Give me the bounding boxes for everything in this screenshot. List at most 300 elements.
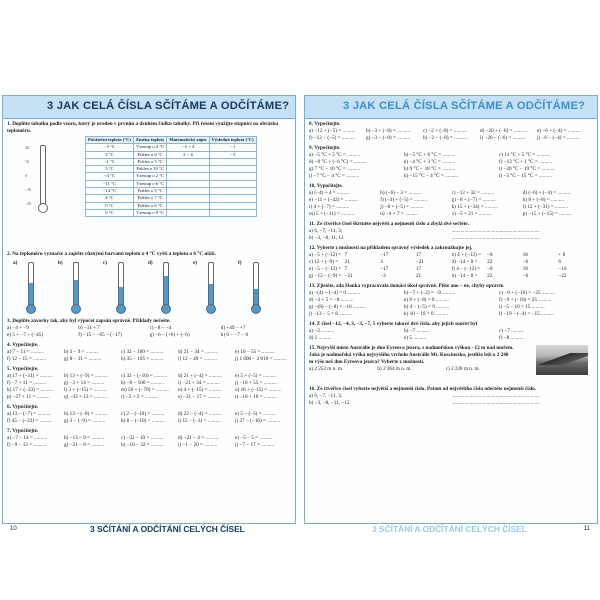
exercise-item[interactable]: k) 15 + (−34) = .......... bbox=[451, 204, 498, 210]
exercise-item[interactable]: a) −(4) + (−4) = 0 .......... bbox=[309, 290, 361, 296]
exercise-item[interactable]: i) −5 − 10 = 15 .......... bbox=[499, 304, 545, 310]
left-page-footer bbox=[8, 524, 292, 534]
exercise-row bbox=[309, 393, 594, 400]
exercise-item[interactable]: d) −20 + (−6) = .......... bbox=[480, 128, 527, 134]
task-12 bbox=[309, 245, 594, 280]
exercise-item[interactable]: j) 27 − (−16) = .......... bbox=[235, 418, 281, 424]
table-cell[interactable] bbox=[209, 209, 256, 216]
exercise-item[interactable]: −21 bbox=[415, 259, 424, 265]
table-cell: −3 bbox=[209, 151, 256, 158]
exercise-item[interactable]: d) −14 + 8 = bbox=[451, 259, 478, 265]
exercise-item[interactable]: −8 bbox=[487, 266, 493, 272]
task-9 bbox=[309, 145, 594, 180]
table-cell: Vzestup o 4 °C bbox=[133, 144, 166, 151]
table-cell: 3 − 6 bbox=[167, 151, 209, 158]
exercise-item[interactable]: m) 5 + (−11) = .......... bbox=[309, 211, 355, 217]
footer-title: 3 SČÍTÁNÍ A ODČÍTÁNÍ CELÝCH ČÍSEL bbox=[372, 524, 527, 534]
exercise-item[interactable]: i) −21 + 34 = .......... bbox=[178, 380, 220, 386]
table-cell: −5 °C bbox=[86, 144, 134, 151]
exercise-item[interactable]: h) 9 °C − 18 °C = .......... bbox=[404, 166, 456, 172]
page-number: 10 bbox=[10, 526, 17, 532]
task-3 bbox=[7, 318, 292, 339]
task-number: 9. bbox=[309, 145, 313, 151]
exercise-item[interactable]: f) (−3) + (−5) = .......... bbox=[380, 197, 427, 203]
exercise-item: g) −6 − (+6) + (−6) bbox=[149, 332, 190, 338]
exercise-item[interactable]: a) (−4) + 4 = .......... bbox=[309, 190, 350, 196]
exercise-item[interactable]: b) 13 + (−9) = .......... bbox=[64, 373, 108, 379]
column-header: Počáteční teplota (°C) bbox=[86, 137, 134, 144]
exercise-item[interactable]: .................................................................... bbox=[451, 393, 540, 399]
exercise-row bbox=[309, 159, 594, 166]
exercise-row bbox=[7, 349, 292, 356]
exercise-item[interactable]: d) 21 − 34 = .......... bbox=[178, 349, 219, 355]
exercise-item[interactable]: a) 7 − 11 = .......... bbox=[7, 349, 44, 355]
table-row bbox=[86, 188, 257, 195]
thermometer[interactable] bbox=[58, 260, 82, 312]
exercise-item[interactable]: b) 4 + (−12) = bbox=[451, 252, 482, 258]
task-number: 16. bbox=[309, 386, 316, 392]
task-1 bbox=[7, 121, 292, 248]
exercise-item[interactable]: i) 4 + (−7) = .......... bbox=[309, 204, 350, 210]
exercise-item[interactable]: k) 10 − 10 = 0 .......... bbox=[404, 311, 448, 317]
task-text: Vypočítejte. bbox=[12, 342, 39, 348]
exercise-item[interactable]: 6 bbox=[558, 259, 561, 265]
exercise-item[interactable]: g) −31 − 8 = .......... bbox=[64, 442, 105, 448]
table-cell: 0 °C bbox=[86, 202, 134, 209]
exercise-item[interactable]: b) 3 − 9 = .......... bbox=[64, 349, 99, 355]
right-page-title: 3 JAK CELÁ ČÍSLA SČÍTÁME A ODČÍTÁME? bbox=[343, 100, 586, 112]
exercise-item[interactable]: h) −2 − (−8) = .......... bbox=[423, 135, 468, 141]
exercise-item[interactable]: m) 56 + (−70) = .......... bbox=[121, 387, 169, 393]
exercise-item[interactable]: e) −6 + (−4) = .......... bbox=[537, 128, 581, 134]
table-cell: Pokles o 6 °C bbox=[133, 151, 166, 158]
thermometer-row bbox=[7, 258, 292, 313]
task-text: Vyberte z možností na příkladem správný výsledek a zakroužkujte jej. bbox=[316, 245, 473, 251]
exercise-item[interactable]: n) 4 + (−15) = .......... bbox=[178, 387, 222, 393]
table-cell: Pokles o 5 °C bbox=[133, 188, 166, 195]
table-cell: −1 °C bbox=[86, 158, 134, 165]
exercise-item[interactable]: b) −13 − 9 = .......... bbox=[64, 435, 105, 441]
exercise-item[interactable]: a) 17 + (−11) = .......... bbox=[7, 373, 53, 379]
exercise-item[interactable]: l) −3 °C − 15 °C = .......... bbox=[499, 173, 552, 179]
table-cell[interactable] bbox=[209, 188, 256, 195]
exercise-item[interactable]: 3 bbox=[380, 259, 383, 265]
exercise-item[interactable]: a) 6, −7, −11, 3; bbox=[309, 228, 343, 234]
table-row bbox=[86, 173, 257, 180]
lake-photo bbox=[536, 345, 588, 375]
exercise-item[interactable]: h) −14 − 8 = bbox=[451, 273, 478, 279]
exercise-item[interactable]: j) −10 + 55 = .......... bbox=[235, 380, 277, 386]
task-text: Vypočítejte. bbox=[12, 428, 39, 434]
scale-label: 10 bbox=[25, 160, 29, 164]
exercise-item[interactable]: j) 1 000 − 2 010 = .......... bbox=[235, 356, 287, 362]
exercise-item[interactable]: a) −12 + (−5) = .......... bbox=[309, 128, 356, 134]
table-cell[interactable] bbox=[167, 188, 209, 195]
exercise-item[interactable]: p) −27 + 11 = .......... bbox=[7, 394, 50, 400]
task-number: 3. bbox=[7, 318, 11, 324]
exercise-item[interactable]: f) 45 − (−23) = .......... bbox=[7, 418, 53, 424]
table-cell[interactable] bbox=[167, 209, 209, 216]
exercise-item[interactable]: c) 32 − (−10) = .......... bbox=[121, 373, 168, 379]
table-cell: Vzestup o 2 °C bbox=[133, 173, 166, 180]
exercise-item[interactable]: g) 3 − (−9) = .......... bbox=[64, 418, 106, 424]
task-text: Vypočítejte. bbox=[12, 404, 39, 410]
exercise-item[interactable]: e) 5 + (−5) = .......... bbox=[235, 373, 276, 379]
exercise-item[interactable]: e) 5 − (−5) = .......... bbox=[235, 411, 276, 417]
right-content bbox=[309, 121, 594, 521]
exercise-item[interactable]: b) −5 °C + 6 °C = .......... bbox=[404, 152, 456, 158]
table-row bbox=[86, 166, 257, 173]
exercise-item[interactable]: g) 7 °C − 10 °C = .......... bbox=[309, 166, 361, 172]
table-cell: −5 + 4 bbox=[167, 144, 209, 151]
exercise-item[interactable]: a) 13 − (−7) = .......... bbox=[7, 411, 51, 417]
exercise-item[interactable]: e) 10 − 55 = .......... bbox=[235, 349, 275, 355]
table-row bbox=[86, 209, 257, 216]
exercise-item[interactable]: 17 bbox=[415, 252, 422, 258]
thermometer[interactable] bbox=[103, 260, 127, 312]
exercise-row bbox=[309, 152, 594, 159]
table-cell: Vzestup o 6 °C bbox=[133, 180, 166, 187]
exercise-item[interactable]: f) −9 + (−16) = 25 .......... bbox=[499, 297, 552, 303]
table-cell: Vzestup o 8 °C bbox=[133, 209, 166, 216]
thermometer[interactable] bbox=[238, 260, 262, 312]
scale-label: −10 bbox=[25, 188, 31, 192]
exercise-item[interactable]: c) 32 − 100 = .......... bbox=[121, 349, 164, 355]
exercise-item[interactable]: −21 bbox=[344, 273, 353, 279]
exercise-item[interactable]: t) −10 + 10 = .......... bbox=[235, 394, 277, 400]
table-row bbox=[86, 180, 257, 187]
left-page-frame bbox=[2, 95, 296, 524]
exercise-item[interactable]: h) 8 + (−8) = .......... bbox=[522, 197, 564, 203]
exercise-row bbox=[309, 311, 594, 318]
exercise-item[interactable]: j) −6 − (−4) = .......... bbox=[537, 135, 580, 141]
task-15 bbox=[309, 345, 594, 383]
exercise-row bbox=[7, 435, 292, 442]
table-row bbox=[86, 195, 257, 202]
task-text: Vypočítejte. bbox=[316, 183, 343, 189]
task-text: Na teploměru vyznačte a zapište různými barvami teplotu o 4 °C vyšší a teplotu o 6 °C nižší. bbox=[12, 251, 216, 257]
exercise-item[interactable]: g) −8 + (−7) = .......... bbox=[451, 197, 496, 203]
exercise-item[interactable]: i) 15 − (−3) = .......... bbox=[178, 418, 221, 424]
exercise-row bbox=[309, 297, 594, 304]
exercise-item[interactable]: h) 8 − (−10) = .......... bbox=[121, 418, 165, 424]
thermometer-label: f) bbox=[238, 260, 242, 266]
table-cell[interactable] bbox=[167, 202, 209, 209]
column-header: Výsledná teplota (°C) bbox=[209, 137, 256, 144]
exercise-item[interactable]: g) 8 − 31 = .......... bbox=[64, 356, 102, 362]
exercise-item[interactable]: c) −7 .......... bbox=[499, 328, 525, 334]
table-cell: −1 bbox=[209, 144, 256, 151]
task-text: Ze čtveřice čísel škrtněte největší a nejmenší číslo a zbylá dvě sečtěte. bbox=[316, 221, 469, 227]
table-cell[interactable] bbox=[209, 166, 256, 173]
exercise-item[interactable]: e) 8 + (−8) = 0 .......... bbox=[404, 297, 449, 303]
exercise-item[interactable]: j) −7 °C − 4 °C = .......... bbox=[309, 173, 360, 179]
exercise-item[interactable]: −8 bbox=[487, 252, 493, 258]
exercise-item: b) −11 + 7 bbox=[78, 325, 100, 331]
exercise-item[interactable]: + 8 bbox=[558, 252, 566, 258]
task-text: Vypočítejte. bbox=[12, 366, 39, 372]
exercise-item[interactable]: −22 bbox=[558, 273, 567, 279]
right-page-footer bbox=[308, 524, 592, 534]
exercise-item[interactable]: b) −7 .......... bbox=[404, 328, 430, 334]
table-row bbox=[86, 158, 257, 165]
exercise-item[interactable]: 17 bbox=[415, 266, 422, 272]
exercise-item[interactable]: k) 17 + (−23) = .......... bbox=[7, 387, 54, 393]
table-cell[interactable] bbox=[209, 202, 256, 209]
table-cell[interactable] bbox=[167, 195, 209, 202]
exercise-item[interactable]: h) −10 − 32 = .......... bbox=[121, 442, 164, 448]
task-text: Zjistěte, zda Hanka vypracovala domácí úkol správně. Pište ano – ne, chyby opravte. bbox=[316, 283, 505, 289]
exercise-row bbox=[309, 228, 594, 235]
task-number: 8. bbox=[309, 121, 313, 127]
exercise-item[interactable]: h) −8 − 100 = .......... bbox=[121, 380, 164, 386]
exercise-item[interactable]: c) 2 − (−10) = .......... bbox=[121, 411, 165, 417]
exercise-item[interactable]: c) −12 + 32 = .......... bbox=[451, 190, 495, 196]
exercise-item[interactable]: f) −7 + 11 = .......... bbox=[7, 380, 47, 386]
task-number: 14. bbox=[309, 321, 316, 327]
exercise-item[interactable]: e) −5 − 5 = .......... bbox=[235, 435, 273, 441]
thermometer[interactable] bbox=[148, 260, 172, 312]
table-header-row bbox=[86, 137, 257, 144]
exercise-item[interactable]: .................................................................... bbox=[451, 228, 540, 234]
exercise-row bbox=[7, 418, 292, 425]
exercise-item[interactable]: a) 6, −7, −11, 3; bbox=[309, 393, 343, 399]
exercise-item[interactable]: d) 22 − (−4) = .......... bbox=[178, 411, 222, 417]
exercise-item[interactable]: o) −5 + 21 = .......... bbox=[451, 211, 492, 217]
thermometer-illustration bbox=[25, 145, 49, 206]
exercise-item[interactable]: e) −5 − (−12) = bbox=[309, 266, 342, 272]
exercise-item[interactable]: 21 bbox=[415, 273, 422, 279]
exercise-item[interactable]: h) 35 − 105 = .......... bbox=[121, 356, 164, 362]
exercise-item[interactable]: c) −2 + (−8) = .......... bbox=[423, 128, 467, 134]
answer-option[interactable]: c) 2 228 m n. m. bbox=[445, 366, 480, 372]
table-cell: −11 °C bbox=[86, 180, 134, 187]
table-cell: Pokles o 6 °C bbox=[133, 202, 166, 209]
exercise-item[interactable]: s) −21 − 17 = .......... bbox=[178, 394, 221, 400]
exercise-row bbox=[309, 290, 594, 297]
exercise-item[interactable]: o) 16 + (−15) = .......... bbox=[235, 387, 282, 393]
exercise-row bbox=[309, 335, 594, 342]
exercise-item[interactable]: b) −7 + (−2) = −9 .......... bbox=[404, 290, 455, 296]
exercise-item[interactable]: g) −12 − (−9) = bbox=[309, 273, 342, 279]
exercise-item[interactable]: h) 4 − (−5) = 9 .......... bbox=[404, 304, 450, 310]
exercise-item[interactable]: f) −8 .......... bbox=[499, 335, 524, 341]
thermometer[interactable] bbox=[193, 260, 217, 312]
exercise-item[interactable]: g) −3 − (−8) = .......... bbox=[366, 135, 411, 141]
table-cell[interactable] bbox=[167, 180, 209, 187]
exercise-row bbox=[309, 173, 594, 180]
exercise-item[interactable]: 21 bbox=[344, 259, 350, 265]
exercise-item[interactable]: a) −5 °C + 5 °C = .......... bbox=[309, 152, 361, 158]
exercise-item[interactable]: e) −4 °C + 3 °C = .......... bbox=[404, 159, 456, 165]
right-page-header bbox=[305, 96, 597, 119]
exercise-item[interactable]: c) 11 °C + 5 °C = .......... bbox=[499, 152, 550, 158]
exercise-item[interactable]: f) −9 − 12 = .......... bbox=[7, 442, 47, 448]
exercise-item[interactable]: j) −8 + (−5) = .......... bbox=[380, 204, 424, 210]
exercise-row bbox=[7, 411, 292, 418]
exercise-item[interactable]: n) −4 + 7 = .......... bbox=[380, 211, 418, 217]
exercise-item[interactable]: 16 bbox=[522, 266, 528, 272]
exercise-row bbox=[309, 204, 594, 211]
exercise-item[interactable]: a) −7 − 14 = .......... bbox=[7, 435, 48, 441]
table-cell[interactable] bbox=[209, 158, 256, 165]
footer-title: 3 SČÍTÁNÍ A ODČÍTÁNÍ CELÝCH ČÍSEL bbox=[90, 524, 245, 534]
task-5 bbox=[7, 366, 292, 401]
scale-label: 0 bbox=[25, 174, 27, 178]
exercise-item[interactable]: b) −3, −8, 11, 12 bbox=[309, 235, 344, 241]
task-number: 12. bbox=[309, 245, 316, 251]
exercise-item: f) −15 − −65 − (−17) bbox=[78, 332, 122, 338]
exercise-item[interactable]: f) −12 − (−5) = .......... bbox=[309, 135, 355, 141]
exercise-item[interactable]: c) −32 − 10 = .......... bbox=[121, 435, 164, 441]
scale-label: 20 bbox=[25, 146, 29, 150]
thermometer-label: b) bbox=[58, 260, 63, 266]
table-cell: 0 °C bbox=[86, 209, 134, 216]
exercise-item[interactable]: l) 3 + (−15) = .......... bbox=[64, 387, 107, 393]
exercise-row bbox=[309, 328, 594, 335]
exercise-item[interactable]: −3 bbox=[380, 273, 386, 279]
exercise-row bbox=[309, 400, 594, 407]
task-10 bbox=[309, 183, 594, 218]
exercise-item: c) −8 − −4 bbox=[149, 325, 172, 331]
exercise-item[interactable]: b) (−6) − 3 = .......... bbox=[380, 190, 422, 196]
temperature-table bbox=[85, 136, 257, 217]
exercise-item[interactable]: j) −7 − 17 = .......... bbox=[235, 442, 275, 448]
exercise-item[interactable]: l) 12 + (−31) = .......... bbox=[522, 204, 568, 210]
task-6 bbox=[7, 404, 292, 425]
exercise-item[interactable]: −17 bbox=[380, 266, 389, 272]
task-text: Nejvyšší místo Austrálie je dno Eyreova jezera, s nadmořskou výškou −12 m nad mořem. Jaká je nadmořská výška nejvyššího vrcholu Austrálie Mt. Kosciuszko, jestliže leží o 2 240 m výše než dno Eyreova jezera? Vyberte z možností. bbox=[309, 345, 514, 365]
left-page-header bbox=[3, 96, 295, 119]
exercise-item[interactable]: e) −11 + (−42) = .......... bbox=[309, 197, 358, 203]
exercise-item[interactable]: 7 bbox=[344, 252, 348, 258]
exercise-item[interactable]: c) −9 + (−16) = −25 .......... bbox=[499, 290, 555, 296]
exercise-item[interactable]: d) 1 .......... bbox=[309, 335, 332, 341]
task-13 bbox=[309, 283, 594, 318]
exercise-item[interactable]: g) −3 + 14 = .......... bbox=[64, 380, 105, 386]
exercise-item[interactable]: i) 12 − 49 = .......... bbox=[178, 356, 217, 362]
table-cell[interactable] bbox=[167, 158, 209, 165]
exercise-item[interactable]: l) −19 − (−4) = −15 .......... bbox=[499, 311, 554, 317]
exercise-item[interactable]: 16 bbox=[522, 252, 528, 258]
task-number: 10. bbox=[309, 183, 316, 189]
task-2 bbox=[7, 251, 292, 315]
answer-option[interactable]: a) 2 252 m n. m. bbox=[309, 366, 344, 372]
left-page-title: 3 JAK CELÁ ČÍSLA SČÍTÁME A ODČÍTÁME? bbox=[47, 100, 290, 112]
exercise-row bbox=[309, 197, 594, 204]
left-page bbox=[0, 86, 300, 538]
exercise-item[interactable]: f) −12 °C + 1 °C = .......... bbox=[499, 159, 553, 165]
task-number: 6. bbox=[7, 404, 11, 410]
table-cell: 3 °C bbox=[86, 151, 134, 158]
exercise-item[interactable]: f) 12 − 15 = .......... bbox=[7, 356, 47, 362]
exercise-item[interactable]: d) −8 °C + (−6 °C) = .......... bbox=[309, 159, 367, 165]
exercise-item[interactable]: r) −2 + 2 = .......... bbox=[121, 394, 158, 400]
exercise-row bbox=[309, 266, 594, 273]
task-text: Z čísel −12, −4, 3, −3, −7, 5 vyberte takové dvě čísla, aby jejich součet byl bbox=[316, 321, 478, 327]
table-cell[interactable] bbox=[167, 173, 209, 180]
exercise-item[interactable]: g) −(8) − (−8) = −16 .......... bbox=[309, 304, 366, 310]
task-14 bbox=[309, 321, 594, 342]
table-cell: −14 °C bbox=[86, 188, 134, 195]
exercise-row bbox=[309, 135, 594, 142]
exercise-item[interactable]: p) −15 + (−15) = .......... bbox=[522, 211, 573, 217]
thermometer-label: c) bbox=[103, 260, 108, 266]
task-text: Doplňte závorky tak, aby byl výpočet zapsán správně. Příklady nečešte. bbox=[12, 318, 171, 324]
exercise-row bbox=[7, 387, 292, 394]
task-text: Doplňte tabulku podle vzoru, který je uveden v prvním a druhém řádku tabulky. Při řešení využijte stupnici na obrázku teploměru. bbox=[7, 121, 279, 134]
task-number: 11. bbox=[309, 221, 316, 227]
exercise-item[interactable]: b) 13 − (−8) = .......... bbox=[64, 411, 108, 417]
table-cell[interactable] bbox=[209, 173, 256, 180]
exercise-item[interactable]: d) (−6) + (−4) = .......... bbox=[522, 190, 571, 196]
exercise-row bbox=[309, 166, 594, 173]
exercise-item: h) 0 − −7 − 6 bbox=[220, 332, 249, 338]
exercise-item: e) 5 + −7 + (−45) bbox=[7, 332, 44, 338]
exercise-item[interactable]: j) −13 − 5 = 8 .......... bbox=[309, 311, 353, 317]
exercise-row bbox=[309, 190, 594, 197]
exercise-item[interactable]: −6 bbox=[522, 273, 529, 279]
task-16 bbox=[309, 386, 594, 407]
table-cell[interactable] bbox=[209, 195, 256, 202]
exercise-item[interactable]: .................................................................... bbox=[451, 235, 540, 241]
task-number: 5. bbox=[7, 366, 11, 372]
exercise-item[interactable]: q) −43 + 13 = .......... bbox=[64, 394, 107, 400]
exercise-item[interactable]: −6 bbox=[522, 259, 529, 265]
task-number: 7. bbox=[7, 428, 11, 434]
column-header: Změna teploty bbox=[133, 137, 166, 144]
exercise-item[interactable]: i) −20 − (−6) = .......... bbox=[480, 135, 526, 141]
exercise-item[interactable]: i) −20 °C − 19 °C = .......... bbox=[499, 166, 555, 172]
answer-option[interactable]: b) 2 264 m n. m. bbox=[377, 366, 412, 372]
exercise-item[interactable]: b) −3, −8, −11, −12 bbox=[309, 400, 350, 406]
exercise-item[interactable]: −17 bbox=[380, 252, 389, 258]
exercise-item[interactable]: a) −2 .......... bbox=[309, 328, 335, 334]
exercise-row bbox=[7, 394, 292, 401]
exercise-item[interactable]: −16 bbox=[558, 266, 567, 272]
thermometer[interactable] bbox=[13, 260, 37, 312]
exercise-row bbox=[7, 442, 292, 449]
exercise-item[interactable]: f) 4 − (−12) = bbox=[451, 266, 481, 272]
exercise-item[interactable]: d) −3 + 5 = −8 .......... bbox=[309, 297, 354, 303]
left-content bbox=[7, 121, 292, 521]
exercise-item[interactable]: .................................................................... bbox=[451, 400, 540, 406]
exercise-item[interactable]: e) 5 .......... bbox=[404, 335, 427, 341]
exercise-item[interactable]: d) −21 − 4 = .......... bbox=[178, 435, 219, 441]
table-cell[interactable] bbox=[167, 166, 209, 173]
table-cell: Pokles o 7 °C bbox=[133, 195, 166, 202]
exercise-item[interactable]: k) −15 °C − 4 °C = .......... bbox=[404, 173, 458, 179]
exercise-item[interactable]: c) 12 + (−9) = bbox=[309, 259, 339, 265]
exercise-item[interactable]: 7 bbox=[344, 266, 348, 272]
task-number: 13. bbox=[309, 283, 316, 289]
task-number: 1. bbox=[7, 121, 11, 127]
scale-label: −20 bbox=[25, 202, 31, 206]
exercise-item: d) +49 − +7 bbox=[220, 325, 246, 331]
exercise-item[interactable]: 22 bbox=[487, 273, 493, 279]
task-text: Vypočítejte. bbox=[314, 121, 341, 127]
exercise-item[interactable]: i) −1 − 20 = .......... bbox=[178, 442, 218, 448]
exercise-item[interactable]: 22 bbox=[487, 259, 493, 265]
task-text: Ze čtveřice čísel vyberte největší a nejmenší číslo. Potom od největšího čísla odečtěte nejmenší číslo. bbox=[316, 386, 537, 392]
table-row bbox=[86, 202, 257, 209]
exercise-item[interactable]: d) 21 + (−4) = .......... bbox=[178, 373, 222, 379]
table-cell: Pokles o 5 °C bbox=[133, 158, 166, 165]
table-cell[interactable] bbox=[209, 180, 256, 187]
exercise-item[interactable]: b) −3 + (−8) = .......... bbox=[366, 128, 411, 134]
right-page-frame bbox=[304, 95, 598, 524]
exercise-item[interactable]: a) −5 + (−12) = bbox=[309, 252, 342, 258]
